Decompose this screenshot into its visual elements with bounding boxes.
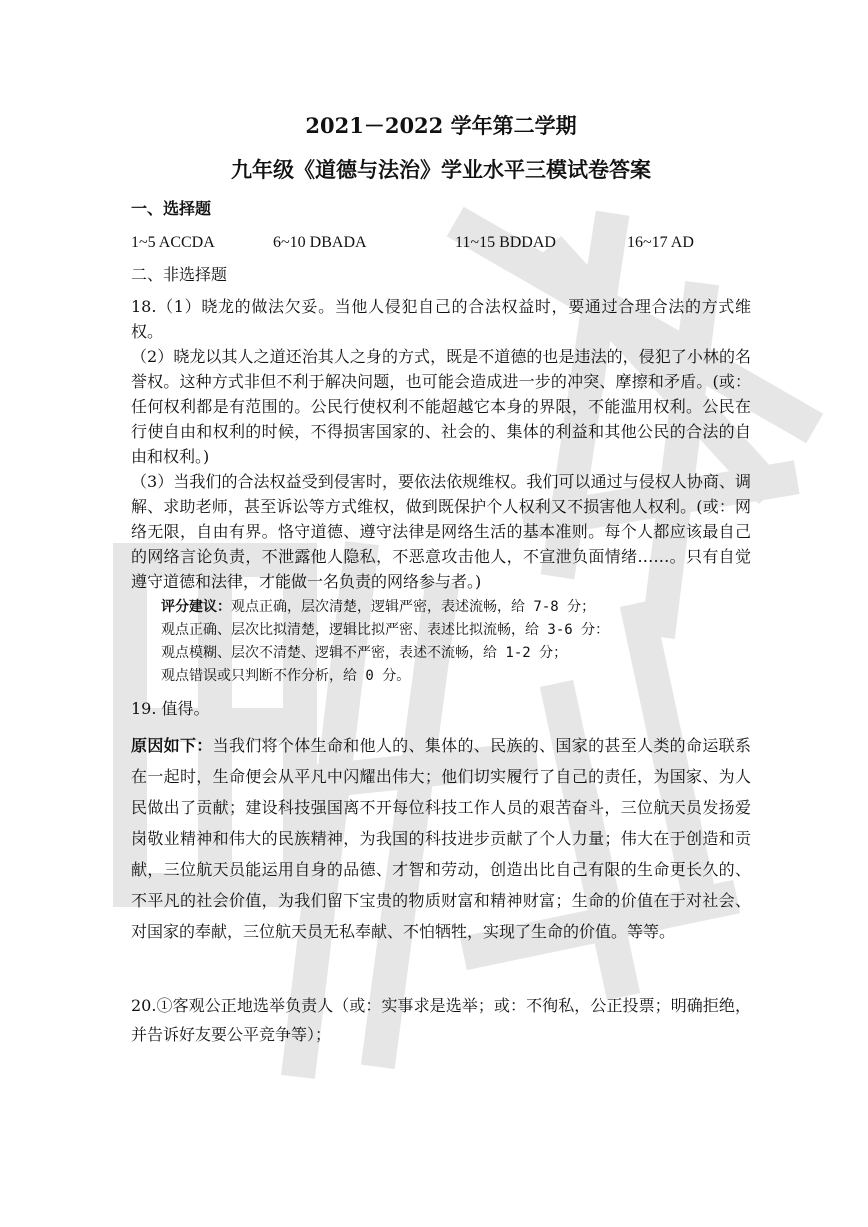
grading-line: 观点模糊、层次不清楚、逻辑不严密，表述不流畅，给 1-2 分； <box>161 645 568 661</box>
section-heading-nonchoice: 二、非选择题 <box>131 265 228 284</box>
grading-label: 评分建议： <box>161 599 231 615</box>
q18-part1: 18.（1）晓龙的做法欠妥。当他人侵犯自己的合法权益时，要通过合理合法的方式维权。 <box>131 297 751 341</box>
answer-content <box>131 112 751 1065</box>
grading-line: 观点正确、层次比拟清楚，逻辑比拟严密、表述比拟流畅，给 3-6 分： <box>161 622 610 638</box>
q19-reason-text: 当我们将个体生命和他人的、集体的、民族的、国家的甚至人类的命运联系在一起时，生命便会从平凡中闪耀出伟大；他们切实履行了自己的责任，为国家、为人民做出了贡献；建设科技强国离不开每位科技工作人员的艰苦奋斗，三位航天员发扬爱岗敬业精神和伟大的民族精神，为我国的科技进步贡献了个人力量；伟大在于创造和贡献，三位航天员能运用自身的品德、才智和劳动，创造出比自己有限的生命更长久的、不平凡的社会价值，为我们留下宝贵的物质财富和精神财富；生命的价值在于对社会、对国家的奉献，三位航天员无私奉献、不怕牺牲，实现了生命的价值。等等。 <box>131 736 751 941</box>
page-subtitle: 九年级《道德与法治》学业水平三模试卷答案 <box>231 157 651 182</box>
q19-reason-label: 原因如下： <box>131 736 213 755</box>
choice-answer-group: 11~15 BDDAD <box>455 234 556 251</box>
choice-answers-row <box>131 232 751 254</box>
grading-suggestions <box>131 596 751 688</box>
q19-answer: 19. 值得。 <box>131 699 210 718</box>
choice-answer-group: 6~10 DBADA <box>273 234 367 251</box>
choice-answer-group: 16~17 AD <box>627 234 694 251</box>
choice-answer-group: 1~5 ACCDA <box>131 234 215 251</box>
grading-line: 观点错误或只判断不作分析，给 0 分。 <box>161 668 411 684</box>
grading-text: 观点正确，层次清楚，逻辑严密，表述流畅，给 7-8 分； <box>231 599 596 615</box>
q20-answer: 20.①客观公正地选举负责人（或：实事求是选举；或：不徇私，公正投票；明确拒绝，并告诉好友要公平竞争等）； <box>131 996 751 1044</box>
q18-part3: （3）当我们的合法权益受到侵害时，要依法依规维权。我们可以通过与侵权人协商、调解、求助老师，甚至诉讼等方式维权，做到既保护个人权利又不损害他人权利。(或：网络无限，自由有界。恪守道德、遵守法律是网络生活的基本准则。每个人都应该最自己的网络言论负责，不泄露他人隐私，不恶意攻击他人，不宣泄负面情绪……。只有自觉遵守道德和法律，才能做一名负责的网络参与者。) <box>131 472 751 591</box>
grading-line <box>161 596 751 619</box>
q19-reason <box>131 730 751 947</box>
section-heading-choice: 一、选择题 <box>131 199 212 218</box>
page-title: 2021－2022 学年第二学期 <box>305 113 577 138</box>
q18-part2: （2）晓龙以其人之道还治其人之身的方式，既是不道德的也是违法的，侵犯了小林的名誉权。这种方式非但不利于解决问题，也可能会造成进一步的冲突、摩擦和矛盾。(或：任何权利都是有范围的。公民行使权利不能超越它本身的界限，不能滥用权利。公民在行使自由和权利的时候，不得损害国家的、社会的、集体的利益和其他公民的合法的自由和权利。) <box>131 347 751 466</box>
